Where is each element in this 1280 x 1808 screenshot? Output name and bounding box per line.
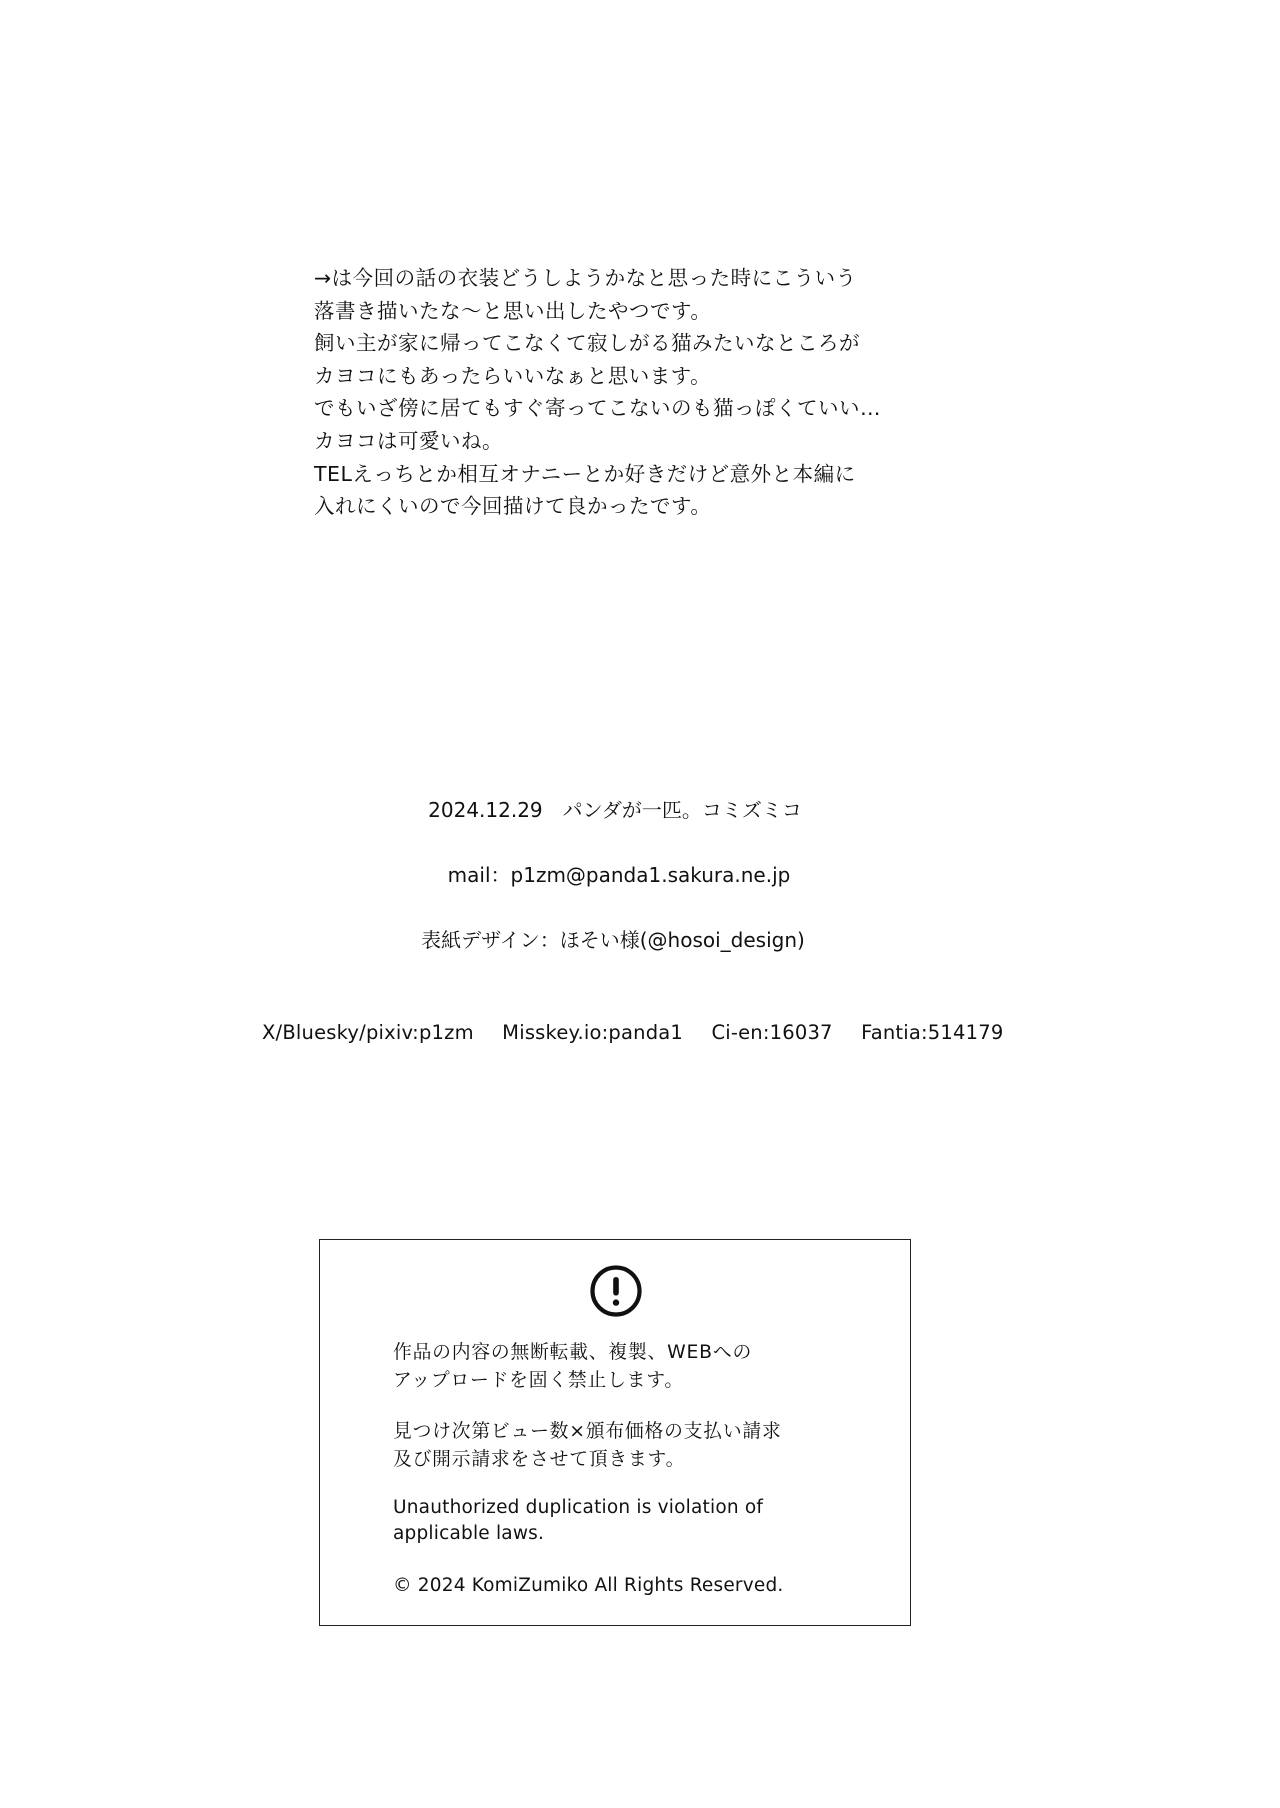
exclamation-circle-icon: [589, 1264, 643, 1318]
afterword-line: でもいざ傍に居てもすぐ寄ってこないのも猫っぽくていい…: [314, 396, 881, 421]
afterword-line: →は今回の話の衣装どうしようかなと思った時にこういう: [314, 266, 857, 290]
afterword-line: 落書き描いたな〜と思い出したやつです。: [314, 298, 712, 323]
sns-item: Fantia:514179: [861, 1021, 1004, 1044]
cover-design-credit: 表紙デザイン：ほそい様(@hosoi_design): [421, 928, 805, 952]
billing-warning-notice: [393, 1418, 782, 1474]
afterword-line: TELえっちとか相互オナニーとか好きだけど意外と本編に: [314, 461, 856, 486]
no-reproduction-notice: [393, 1339, 752, 1395]
sns-accounts: [262, 1021, 1003, 1044]
notice-line: 作品の内容の無断転載、複製、WEBへの: [393, 1342, 753, 1363]
copyright-notice-box: [319, 1239, 911, 1626]
afterword-line: 飼い主が家に帰ってこなくて寂しがる猫みたいなところが: [314, 331, 860, 356]
notice-line: applicable laws.: [393, 1523, 545, 1544]
afterword-line: カヨコは可愛いね。: [314, 428, 503, 453]
notice-line: アップロードを固く禁止します。: [393, 1370, 684, 1391]
date-and-circle: 2024.12.29 パンダが一匹。コミズミコ: [428, 798, 802, 822]
mail-address: mail：p1zm@panda1.sakura.ne.jp: [447, 863, 791, 887]
copyright-text: © 2024 KomiZumiko All Rights Reserved.: [393, 1575, 784, 1596]
sns-item: X/Bluesky/pixiv:p1zm: [262, 1021, 474, 1044]
notice-line: Unauthorized duplication is violation of: [393, 1497, 764, 1518]
afterword-text: [314, 262, 1074, 523]
copyright-line: [393, 1573, 783, 1599]
notice-line: 見つけ次第ビュー数×頒布価格の支払い請求: [393, 1421, 782, 1442]
sns-item: Ci-en:16037: [711, 1021, 833, 1044]
afterword-line: カヨコにもあったらいいなぁと思います。: [314, 363, 712, 388]
notice-line: 及び開示請求をさせて頂きます。: [393, 1449, 686, 1470]
sns-item: Misskey.io:panda1: [502, 1021, 684, 1044]
afterword-line: 入れにくいので今回描けて良かったです。: [314, 494, 712, 519]
english-notice: [393, 1495, 763, 1547]
